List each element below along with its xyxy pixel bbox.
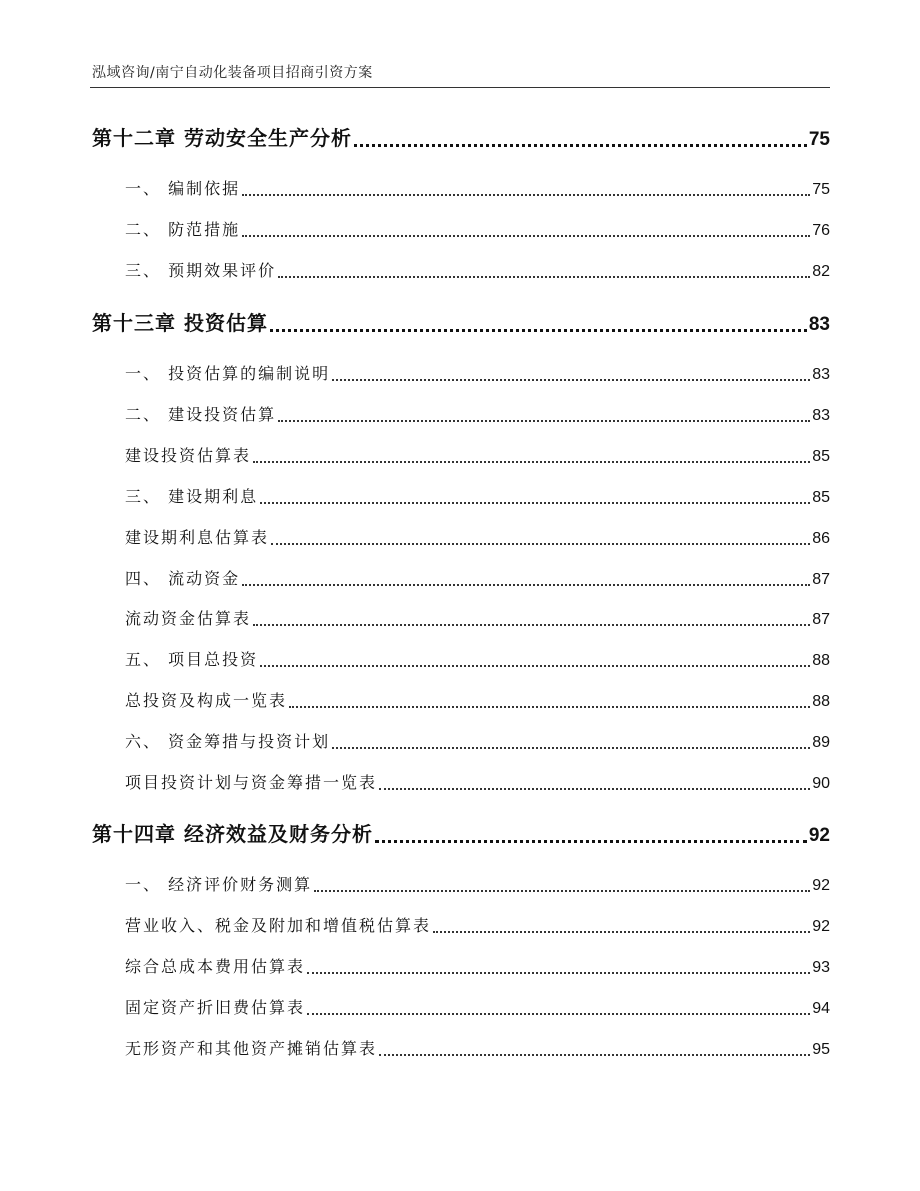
toc-entry[interactable] (125, 484, 830, 508)
toc-page: 93 (812, 959, 830, 976)
toc-entry[interactable] (125, 402, 830, 426)
toc-entry[interactable] (125, 566, 830, 590)
toc-page: 87 (812, 571, 830, 588)
toc-page: 90 (812, 775, 830, 792)
toc-page: 86 (812, 530, 830, 547)
toc-leader (242, 234, 810, 237)
toc-page: 75 (808, 129, 830, 150)
toc-entry[interactable] (125, 443, 830, 467)
toc-label: 综合总成本费用估算表 (125, 957, 306, 976)
toc-entry[interactable] (125, 176, 830, 200)
toc-entry[interactable] (125, 647, 830, 671)
toc-leader (278, 275, 810, 278)
toc-page: 83 (808, 314, 830, 335)
toc-label: 三、 建设期利息 (125, 487, 259, 506)
toc-chapter-14[interactable] (92, 818, 830, 848)
toc-leader (278, 419, 810, 422)
toc-page: 92 (808, 825, 830, 846)
toc-entry[interactable] (125, 525, 830, 549)
toc-page: 88 (812, 652, 830, 669)
toc-leader (253, 460, 810, 463)
toc-leader (253, 623, 810, 626)
toc-page: 92 (812, 918, 830, 935)
toc-page: 82 (812, 263, 830, 280)
toc-page: 83 (812, 366, 830, 383)
toc-page: 88 (812, 693, 830, 710)
toc-entry[interactable] (125, 1036, 830, 1060)
toc-page: 75 (812, 181, 830, 198)
toc-entry[interactable] (125, 606, 830, 630)
toc-page: 89 (812, 734, 830, 751)
toc-entry[interactable] (125, 688, 830, 712)
toc-leader (270, 328, 807, 332)
toc-entry[interactable] (125, 258, 830, 282)
toc-label: 流动资金估算表 (125, 609, 252, 628)
toc-leader (260, 501, 810, 504)
toc-entry[interactable] (125, 954, 830, 978)
toc-page: 95 (812, 1041, 830, 1058)
running-header: 泓域咨询/南宁自动化装备项目招商引资方案 (92, 65, 373, 81)
toc-label: 无形资产和其他资产摊销估算表 (125, 1039, 378, 1058)
toc-leader (354, 143, 807, 147)
toc-label: 四、 流动资金 (125, 569, 241, 588)
toc-page: 85 (812, 448, 830, 465)
toc-entry[interactable] (125, 770, 830, 794)
toc-label: 一、 投资估算的编制说明 (125, 364, 331, 383)
toc-label: 一、 编制依据 (125, 179, 241, 198)
toc-leader (379, 1053, 810, 1056)
toc-leader (289, 705, 810, 708)
toc-page: 87 (812, 611, 830, 628)
toc-leader (375, 839, 807, 843)
toc-entry[interactable] (125, 217, 830, 241)
header-rule (90, 87, 830, 88)
toc-entry[interactable] (125, 361, 830, 385)
toc-leader (242, 583, 810, 586)
toc-entry[interactable] (125, 872, 830, 896)
toc-chapter-12[interactable] (92, 122, 830, 152)
toc-leader (314, 889, 810, 892)
toc-page: 83 (812, 407, 830, 424)
toc-page: 94 (812, 1000, 830, 1017)
toc-leader (271, 542, 810, 545)
toc-page: 76 (812, 222, 830, 239)
toc-label: 营业收入、税金及附加和增值税估算表 (125, 916, 432, 935)
toc-chapter-13[interactable] (92, 307, 830, 337)
toc-label: 第十三章 投资估算 (92, 311, 268, 335)
toc-leader (332, 378, 810, 381)
toc-label: 项目投资计划与资金筹措一览表 (125, 773, 378, 792)
toc-leader (307, 1012, 810, 1015)
toc-leader (260, 664, 810, 667)
toc-label: 第十四章 经济效益及财务分析 (92, 822, 373, 846)
toc-leader (332, 746, 810, 749)
toc-label: 五、 项目总投资 (125, 650, 259, 669)
toc-entry[interactable] (125, 995, 830, 1019)
toc-label: 固定资产折旧费估算表 (125, 998, 306, 1017)
toc-entry[interactable] (125, 729, 830, 753)
toc-label: 二、 防范措施 (125, 220, 241, 239)
toc-label: 第十二章 劳动安全生产分析 (92, 126, 352, 150)
toc-label: 建设期利息估算表 (125, 528, 270, 547)
toc-entry[interactable] (125, 913, 830, 937)
toc-label: 总投资及构成一览表 (125, 691, 288, 710)
toc-label: 建设投资估算表 (125, 446, 252, 465)
toc-page: 85 (812, 489, 830, 506)
toc-label: 三、 预期效果评价 (125, 261, 277, 280)
toc-leader (242, 193, 810, 196)
toc-label: 六、 资金筹措与投资计划 (125, 732, 331, 751)
toc-label: 二、 建设投资估算 (125, 405, 277, 424)
toc-leader (379, 787, 810, 790)
toc-label: 一、 经济评价财务测算 (125, 875, 313, 894)
toc-page: 92 (812, 877, 830, 894)
toc-leader (307, 971, 810, 974)
toc-leader (433, 930, 810, 933)
